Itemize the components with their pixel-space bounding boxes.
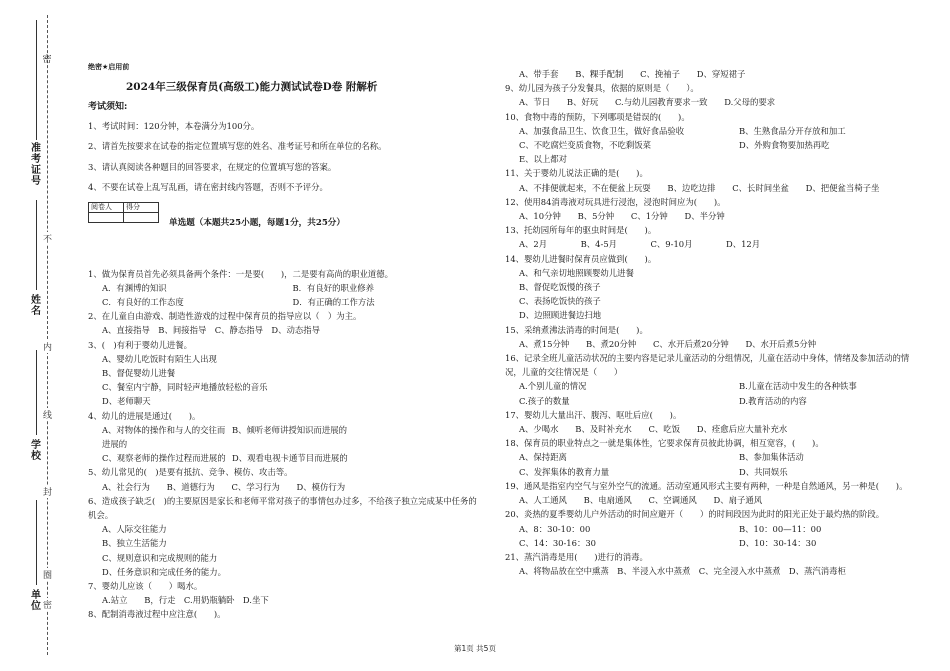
seal-dashed-line <box>47 15 48 655</box>
answer-option[interactable]: A、加强食品卫生、饮食卫生，做好食品验收 <box>519 125 685 136</box>
unit-field-line <box>36 500 37 585</box>
question-stem: 17、婴幼儿大量出汗、腹泻、呕吐后应( )。 <box>505 409 682 420</box>
question-stem: 13、托幼园所每年的驱虫时间是( )。 <box>505 225 657 236</box>
question-stem: 16、记录全班儿童活动状况的主要内容是记录儿童活动的分组情况，儿童在活动中身体，情绪及参加活动的情况，儿童的交往情况是（ ） <box>505 353 910 378</box>
question-stem: 5、幼儿常见的( )是要有抵抗、竞争、模仿、攻击等。 <box>88 467 293 478</box>
answer-option[interactable]: C．有良好的工作态度 <box>102 297 184 308</box>
answer-option[interactable]: E、以上都对 <box>519 154 567 165</box>
binding-top-char: 密 <box>42 55 52 65</box>
answer-option[interactable]: A、将物品放在空中熏蒸 B、半浸入水中蒸煮 C、完全浸入水中蒸煮 D、蒸汽消毒柜 <box>519 566 846 577</box>
answer-option[interactable]: C、观察老师的操作过程而进展的 <box>102 453 226 464</box>
answer-option[interactable]: D、边照顾进餐边扫地 <box>519 310 602 321</box>
question-item <box>88 409 483 466</box>
answer-option[interactable]: C、发挥集体的教育力量 <box>519 466 610 477</box>
question-item <box>505 408 925 436</box>
question-stem: 1、做为保育员首先必须具备两个条件：一是要( )，二是要有高尚的职业道德。 <box>88 268 393 279</box>
seal-char-2: 内 <box>42 340 53 353</box>
option-grid <box>519 450 925 478</box>
answer-option[interactable]: A、人际交往能力 <box>102 524 167 535</box>
score-input-cell[interactable] <box>124 213 159 223</box>
right-questions <box>505 67 925 578</box>
seal-char-1: 不 <box>42 232 53 245</box>
question-item <box>505 323 925 351</box>
question-stem: 12、使用84消毒液对玩具进行浸泡，浸泡时间应为( )。 <box>505 196 726 207</box>
reviewer-input-cell[interactable] <box>89 213 124 223</box>
page-footer: 第1页 共5页 <box>454 644 496 653</box>
school-label: 学校 <box>31 440 41 462</box>
question-stem: 3、( )有利于婴幼儿进餐。 <box>88 339 192 350</box>
question-stem: 2、在儿童自由游戏、制造性游戏的过程中保育员的指导应以（ ）为主。 <box>88 311 362 322</box>
answer-option[interactable]: D、任务意识和完成任务的能力。 <box>102 566 226 577</box>
question-item <box>88 465 483 493</box>
answer-option[interactable]: B、督促婴幼儿进餐 <box>102 368 176 379</box>
notice-item: 3、请认真阅读各种题目的回答要求，在规定的位置填写您的答案。 <box>88 161 337 172</box>
seal-char-4: 封 <box>42 485 53 498</box>
option-grid <box>519 379 925 407</box>
question-stem: 4、幼儿的进展是通过( )。 <box>88 410 201 421</box>
seal-char-5: 圈 <box>42 568 53 581</box>
answer-option[interactable]: D、外购食物要加热再吃 <box>739 140 830 151</box>
question-stem: 8、配制消毒液过程中应注意( )。 <box>88 609 226 620</box>
score-table <box>88 202 159 223</box>
answer-option[interactable]: C、规则意识和完成规则的能力 <box>102 552 218 563</box>
answer-option[interactable]: C、表扬吃饭快的孩子 <box>519 296 601 307</box>
question-item <box>505 166 925 194</box>
question-stem: 7、婴幼儿应该（ ）喝水。 <box>88 581 203 592</box>
question-item <box>505 252 925 323</box>
option-grid <box>102 281 483 309</box>
question-item <box>505 195 925 223</box>
answer-option[interactable]: A、10分钟 B、5分钟 C、1分钟 D、半分钟 <box>519 211 725 222</box>
question-item <box>88 607 483 621</box>
right-column <box>505 67 925 578</box>
binding-bottom-char: 密 <box>42 598 53 611</box>
answer-option[interactable]: A．有渊博的知识 <box>102 282 167 293</box>
answer-option[interactable]: B．有良好的职业修养 <box>292 282 375 293</box>
question-stem: 21、蒸汽消毒是用( )进行的消毒。 <box>505 551 648 562</box>
answer-option[interactable]: A、直接指导 B、间接指导 C、静态指导 D、动态指导 <box>102 325 320 336</box>
exam-title: 2024年三级保育员(高级工)能力测试试卷D卷 附解析 <box>126 81 378 94</box>
answer-option[interactable]: B、10：00—11：00 <box>739 523 822 534</box>
question-item <box>505 67 925 81</box>
question-stem: 20、炎热的夏季婴幼儿户外活动的时间应避开（ ）的时间段因为此时的阳光正处于最灼热的阶段。 <box>505 509 885 520</box>
answer-option[interactable]: B、倾听老师讲授知识而进展的 <box>232 424 348 435</box>
question-stem: 9、幼儿园为孩子分发餐具，依据的原则是（ ）。 <box>505 83 699 94</box>
question-stem: 18、保育员的职业特点之一就是集体性，它要求保育员彼此协调，相互宽容，( )。 <box>505 438 824 449</box>
notice-list <box>88 119 483 195</box>
notice-heading: 考试须知: <box>88 102 128 113</box>
question-item <box>505 479 925 507</box>
question-item <box>505 436 925 479</box>
answer-option[interactable]: B、参加集体活动 <box>739 452 804 463</box>
answer-option[interactable]: A、对物体的操作和与人的交往而进展的 <box>102 424 226 450</box>
notice-item: 2、请首先按要求在试卷的指定位置填写您的姓名、准考证号和所在单位的名称。 <box>88 141 387 152</box>
answer-option[interactable]: A、节日 B、好玩 C.与幼儿园教育要求一致 D.父母的要求 <box>519 97 776 108</box>
answer-option[interactable]: A、2月 B、4-5月 C、9-10月 D、12月 <box>519 239 761 250</box>
answer-option[interactable]: A、和气亲切地照顾婴幼儿进餐 <box>519 267 634 278</box>
answer-option[interactable]: A、婴幼儿吃饭时有陌生人出现 <box>102 353 217 364</box>
question-item <box>505 507 925 550</box>
answer-option[interactable]: C、14：30-16：30 <box>519 537 596 548</box>
answer-option[interactable]: C.孩子的数量 <box>519 395 570 406</box>
answer-option[interactable]: A、少喝水 B、及时补充水 C、吃饭 D、痊愈后应大量补充水 <box>519 424 788 435</box>
option-grid <box>519 124 925 167</box>
question-stem: 14、婴幼儿进餐时保育员应做到( )。 <box>505 253 657 264</box>
question-item <box>505 550 925 578</box>
name-label: 姓名 <box>31 295 41 317</box>
answer-option[interactable]: D、观看电视卡通节目而进展的 <box>232 453 348 464</box>
answer-option[interactable]: A.站立 B，行走 C.用奶瓶躺卧 D.坐下 <box>102 595 269 606</box>
question-item <box>505 81 925 109</box>
exam-id-label: 准考证号 <box>31 143 41 187</box>
question-stem: 19、通风是指室内空气与室外空气的流通。活动室通风形式主要有两种，一种是自然通风，另一种是( )。 <box>505 480 908 491</box>
exam-id-field-line <box>36 20 37 140</box>
left-questions <box>88 267 483 622</box>
question-stem: 10、食物中毒的预防，下列哪项是错误的( )。 <box>505 111 690 122</box>
question-item <box>88 267 483 310</box>
question-item <box>88 338 483 409</box>
question-stem: 15、采纳煮沸法消毒的时间是( )。 <box>505 324 648 335</box>
school-field-line <box>36 350 37 435</box>
name-field-line <box>36 200 37 290</box>
answer-option[interactable]: A、保持距离 <box>519 452 567 463</box>
answer-option[interactable]: A、煮15分钟 B、煮20分钟 C、水开后煮20分钟 D、水开后煮5分钟 <box>519 338 817 349</box>
answer-option[interactable]: C、餐室内宁静，同时轻声地播放轻松的音乐 <box>102 382 268 393</box>
section-heading: 单选题（本题共25小题，每题1分，共25分） <box>169 217 345 228</box>
left-column <box>88 60 483 622</box>
notice-item: 4、不要在试卷上乱写乱画，请在密封线内答题，否则不予评分。 <box>88 182 328 193</box>
answer-option[interactable]: B、督促吃饭慢的孩子 <box>519 282 601 293</box>
answer-option[interactable]: D、共同娱乐 <box>739 466 788 477</box>
seal-char-3: 线 <box>42 408 53 421</box>
question-stem: 6、造成孩子缺乏( )的主要原因是家长和老师平常对孩子的事情包办过多，不给孩子独立完成某中任务的机会。 <box>88 495 477 521</box>
question-item <box>88 579 483 607</box>
question-item <box>88 494 483 579</box>
answer-option[interactable]: A、不排便就起来，不在便盆上玩耍 B、边吃边排 C、长时间坐盆 D、把便盆当椅子坐 <box>519 182 880 193</box>
binding-margin <box>0 0 60 671</box>
question-item <box>88 309 483 337</box>
answer-option[interactable]: A、人工通风 B、电扇通风 C、空调通风 D、扇子通风 <box>519 495 763 506</box>
answer-option[interactable]: D、老师聊天 <box>102 396 151 407</box>
question-item <box>505 110 925 167</box>
score-row <box>88 201 483 228</box>
answer-option[interactable]: B、生熟食品分开存放和加工 <box>739 125 846 136</box>
option-grid <box>519 522 925 550</box>
answer-option[interactable]: D.教育活动的内容 <box>739 395 807 406</box>
answer-option[interactable]: D．有正确的工作方法 <box>292 297 375 308</box>
answer-option[interactable]: B、独立生活能力 <box>102 538 167 549</box>
option-grid <box>102 423 483 466</box>
answer-option[interactable]: D、10：30-14：30 <box>739 537 817 548</box>
answer-option[interactable]: A、8：30-10：00 <box>519 523 591 534</box>
answer-option[interactable]: C、不吃腐烂变质食物，不吃剩饭菜 <box>519 140 652 151</box>
secret-mark: 绝密★启用前 <box>88 63 130 71</box>
answer-option[interactable]: A、社会行为 B、道德行为 C、学习行为 D、模仿行为 <box>102 481 346 492</box>
question-item <box>505 351 925 408</box>
question-item <box>505 223 925 251</box>
unit-label: 单位 <box>31 590 41 612</box>
answer-option[interactable]: A、带手套 B、粿手配制 C、挽袖子 D、穿短裙子 <box>519 69 746 79</box>
answer-option[interactable]: A.个别儿童的情况 <box>519 381 587 392</box>
answer-option[interactable]: B.儿童在活动中发生的各种铁事 <box>739 381 857 392</box>
reviewer-cell: 阅卷人 <box>89 203 124 213</box>
question-stem: 11、关于婴幼儿说法正确的是( )。 <box>505 168 648 179</box>
notice-item: 1、考试时间：120分钟，本卷满分为100分。 <box>88 120 260 131</box>
score-cell: 得分 <box>124 203 159 213</box>
